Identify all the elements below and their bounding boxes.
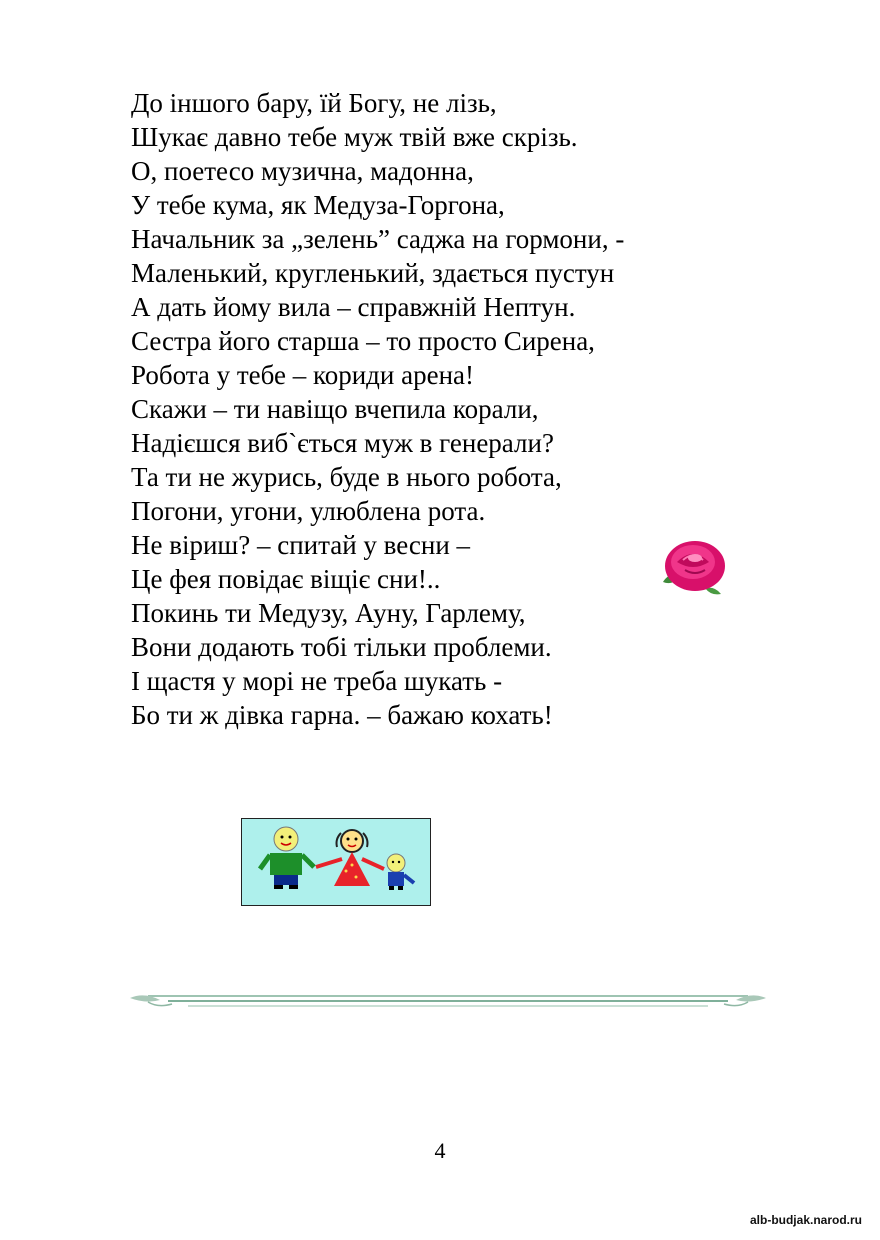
poem-line: Робота у тебе – кориди арена!: [131, 360, 475, 390]
family-drawing-image: [241, 818, 431, 906]
poem-line: Та ти не журись, буде в нього робота,: [131, 462, 562, 492]
poem-line: До іншого бару, їй Богу, не лізь,: [131, 88, 497, 118]
poem-line: Покинь ти Медузу, Ауну, Гарлему,: [131, 598, 526, 628]
poem-line: Погони, угони, улюблена рота.: [131, 496, 486, 526]
poem-line: І щастя у морі не треба шукать -: [131, 666, 503, 696]
poem-line: Сестра його старша – то просто Сирена,: [131, 326, 595, 356]
poem-line: Надієшся виб`ється муж в генерали?: [131, 428, 554, 458]
poem-line: Вони додають тобі тільки проблеми.: [131, 632, 552, 662]
poem-text: [131, 86, 624, 732]
decorative-divider: [128, 988, 768, 1014]
poem-line: О, поетесо музична, мадонна,: [131, 156, 474, 186]
poem-line: Не віриш? – спитай у весни –: [131, 530, 471, 560]
poem-line: У тебе кума, як Медуза-Горгона,: [131, 190, 505, 220]
poem-line: А дать йому вила – справжній Нептун.: [131, 292, 576, 322]
rose-image: [655, 536, 731, 596]
poem-line: Це фея повідає віщіє сни!..: [131, 564, 441, 594]
poem-line: Шукає давно тебе муж твій вже скрізь.: [131, 122, 578, 152]
poem-line: Бо ти ж дівка гарна. – бажаю кохать!: [131, 700, 553, 730]
poem-line: Скажи – ти навіщо вчепила корали,: [131, 394, 539, 424]
poem-line: Маленький, кругленький, здається пустун: [131, 258, 615, 288]
watermark-text: alb-budjak.narod.ru: [749, 1213, 862, 1227]
page-number: 4: [434, 1138, 446, 1163]
poem-line: Начальник за „зелень” саджа на гормони, -: [131, 224, 625, 254]
